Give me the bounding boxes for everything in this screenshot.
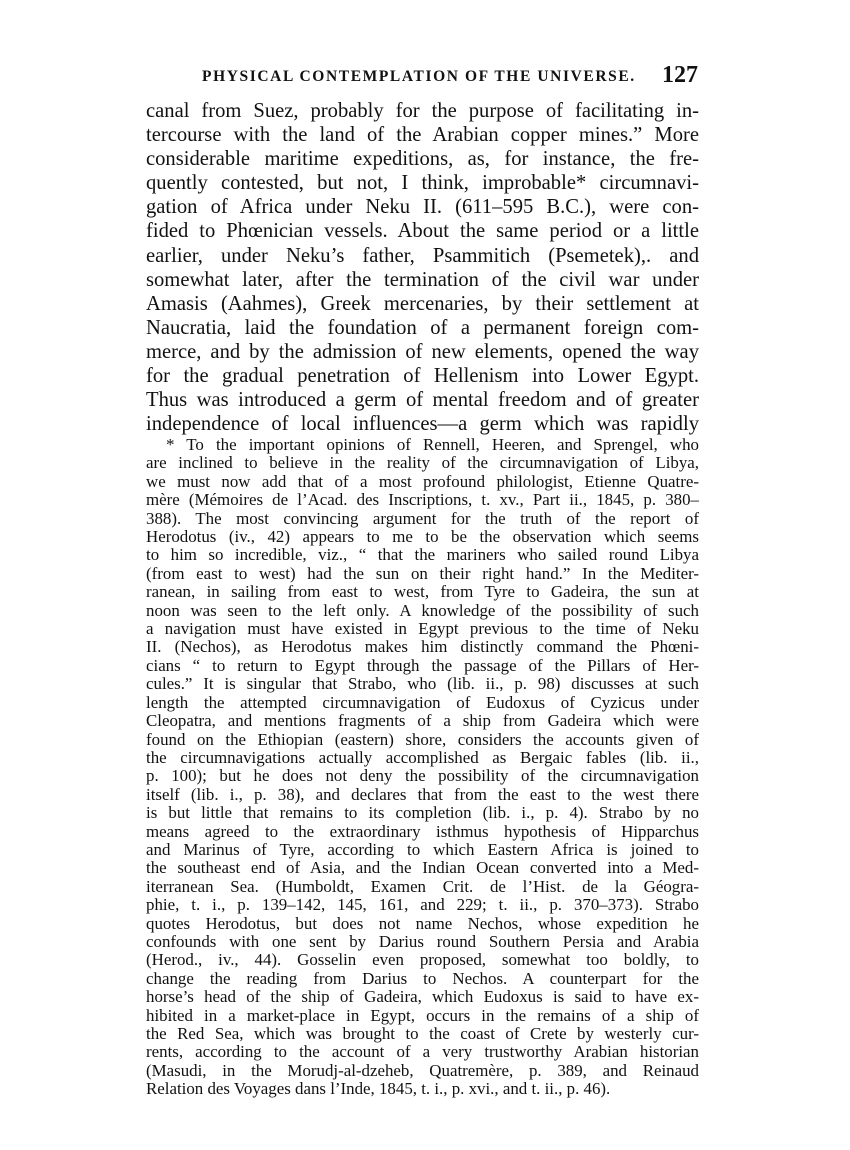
page-number: 127 bbox=[662, 62, 698, 88]
footnote-line: p. 100); but he does not deny the possibility of the circumnavigation bbox=[146, 766, 699, 786]
main-text bbox=[146, 99, 699, 436]
footnote-line: are inclined to believe in the reality of the circumnavigation of Libya, bbox=[146, 453, 699, 473]
body-line: Thus was introduced a germ of mental freedom and of greater bbox=[146, 389, 699, 412]
footnote-line: II. (Nechos), as Herodotus makes him distinctly command the Phœni- bbox=[146, 637, 699, 657]
footnote-line: (Herod., iv., 44). Gosselin even proposed, somewhat too boldly, to bbox=[146, 950, 699, 970]
body-line: canal from Suez, probably for the purpose of facilitating in- bbox=[146, 100, 699, 122]
footnote-line: horse’s head of the ship of Gadeira, which Eudoxus is said to have ex- bbox=[146, 987, 699, 1007]
footnote-line: itself (lib. i., p. 38), and declares that from the east to the west there bbox=[146, 784, 699, 804]
page-header bbox=[146, 64, 706, 94]
footnote-line: (Masudi, in the Morudj-al-dzeheb, Quatremère, p. 389, and Reinaud bbox=[146, 1060, 699, 1080]
body-line: Naucratia, laid the foundation of a permanent foreign com- bbox=[146, 316, 699, 339]
body-line: independence of local influences—a germ which was rapidly bbox=[146, 413, 699, 436]
footnote-line: Herodotus (iv., 42) appears to me to be the observation which seems bbox=[146, 527, 699, 547]
footnote-line: is but little that remains to its completion (lib. i., p. 4). Strabo by no bbox=[146, 803, 699, 823]
body-line: gation of Africa under Neku II. (611–595 B.C.), were con- bbox=[146, 196, 699, 219]
footnote bbox=[146, 436, 699, 1099]
footnote-line: the southeast end of Asia, and the Indian Ocean converted into a Med- bbox=[146, 858, 699, 878]
footnote-line: 388). The most convincing argument for the truth of the report of bbox=[146, 508, 699, 528]
footnote-line: confounds with one sent by Darius round Southern Persia and Arabia bbox=[146, 931, 699, 951]
footnote-line: and Marinus of Tyre, according to which Eastern Africa is joined to bbox=[146, 839, 699, 859]
footnote-line: we must now add that of a most profound philologist, Etienne Quatre- bbox=[146, 471, 699, 491]
body-line: quently contested, but not, I think, improbable* circumnavi- bbox=[146, 172, 699, 195]
footnote-line: the Red Sea, which was brought to the coast of Crete by westerly cur- bbox=[146, 1024, 699, 1043]
footnote-line: quotes Herodotus, but does not name Nechos, whose expedition he bbox=[146, 913, 699, 933]
footnote-line: Cleopatra, and mentions fragments of a ship from Gadeira which were bbox=[146, 711, 699, 731]
footnote-line: phie, t. i., p. 139–142, 145, 161, and 229; t. ii., p. 370–373). Strabo bbox=[146, 895, 699, 915]
footnote-line: * To the important opinions of Rennell, Heeren, and Sprengel, who bbox=[166, 435, 699, 454]
body-line: for the gradual penetration of Hellenism into Lower Egypt. bbox=[146, 365, 699, 388]
footnote-line: cules.” It is singular that Strabo, who (lib. ii., p. 98) discusses at such bbox=[146, 674, 699, 694]
footnote-line: mère (Mémoires de l’Acad. des Inscriptions, t. xv., Part ii., 1845, p. 380– bbox=[146, 490, 699, 510]
footnote-line: found on the Ethiopian (eastern) shore, considers the accounts given of bbox=[146, 729, 699, 749]
body-line: merce, and by the admission of new elements, opened the way bbox=[146, 340, 699, 363]
footnote-line: ranean, in sailing from east to west, from Tyre to Gadeira, the sun at bbox=[146, 582, 699, 602]
footnote-line: hibited in a market-place in Egypt, occurs in the remains of a ship of bbox=[146, 1005, 699, 1025]
footnote-line: a navigation must have existed in Egypt previous to the time of Neku bbox=[146, 619, 699, 639]
body-line: fided to Phœnician vessels. About the same period or a little bbox=[146, 220, 699, 243]
footnote-line: noon was seen to the left only. A knowledge of the possibility of such bbox=[146, 600, 699, 620]
body-line: earlier, under Neku’s father, Psammitich (Psemetek),. and bbox=[146, 244, 699, 267]
body-line: Amasis (Aahmes), Greek mercenaries, by their settlement at bbox=[146, 292, 699, 315]
footnote-line: length the attempted circumnavigation of Eudoxus of Cyzicus under bbox=[146, 692, 699, 712]
footnote-line: to him so incredible, viz., “ that the mariners who sailed round Libya bbox=[146, 545, 699, 565]
footnote-line: means agreed to the extraordinary isthmus hypothesis of Hipparchus bbox=[146, 821, 699, 841]
body-line: tercourse with the land of the Arabian copper mines.” More bbox=[146, 124, 699, 147]
footnote-line: the circumnavigations actually accomplished as Bergaic fables (lib. ii., bbox=[146, 747, 699, 767]
body-line: somewhat later, after the termination of the civil war under bbox=[146, 268, 699, 291]
body-line: considerable maritime expeditions, as, for instance, the fre- bbox=[146, 148, 699, 171]
footnote-line: (from east to west) had the sun on their right hand.” In the Mediter- bbox=[146, 563, 699, 583]
footnote-line: change the reading from Darius to Nechos. A counterpart for the bbox=[146, 968, 699, 988]
footnote-line: cians “ to return to Egypt through the passage of the Pillars of Her- bbox=[146, 655, 699, 675]
footnote-line: rents, according to the account of a very trustworthy Arabian historian bbox=[146, 1042, 699, 1062]
running-title: PHYSICAL CONTEMPLATION OF THE UNIVERSE. bbox=[202, 68, 636, 85]
footnote-line: Relation des Voyages dans l’Inde, 1845, t. i., p. xvi., and t. ii., p. 46). bbox=[146, 1079, 611, 1099]
footnote-line: iterranean Sea. (Humboldt, Examen Crit. de l’Hist. de la Géogra- bbox=[146, 876, 699, 896]
